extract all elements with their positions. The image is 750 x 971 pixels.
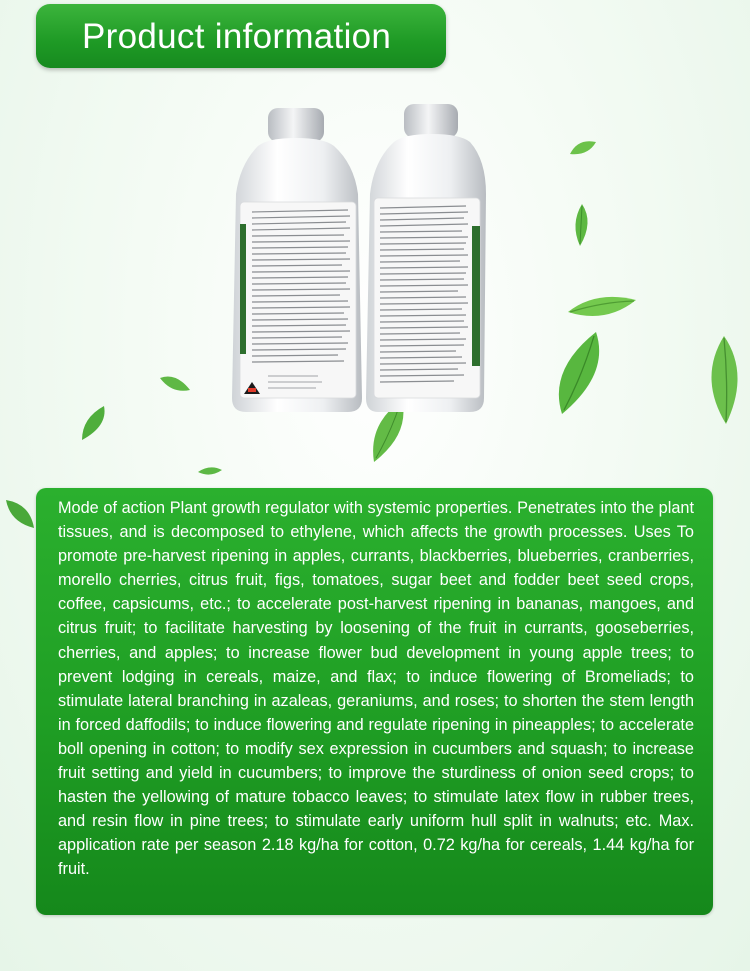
leaf-icon: [78, 404, 108, 442]
description-box: [36, 488, 713, 915]
leaf-icon: [552, 330, 606, 416]
product-photo: [228, 94, 486, 430]
leaf-icon: [566, 290, 638, 324]
leaf-icon: [158, 372, 192, 394]
page-title: Product information: [82, 17, 392, 56]
leaf-icon: [570, 202, 594, 248]
leaf-icon: [4, 496, 36, 530]
leaf-icon: [700, 334, 748, 426]
leaf-icon: [568, 138, 598, 158]
bottle-right: [366, 104, 486, 412]
leaf-icon: [196, 464, 224, 478]
bottle-left: [232, 108, 362, 412]
title-banner: [36, 4, 446, 68]
product-description: Mode of action Plant growth regulator with systemic properties. Penetrates into the plant tissues, and is decomposed to ethylene, which affects the growth processes. Uses To promote pre-harvest ripening in apples, currants, blackberries, blueberries, cranberries, morello cherries, citrus fruit, figs, tomatoes, sugar beet and fodder beet seed crops, coffee, capsicums, etc.; to accelerate post-harvest ripening in bananas, mangoes, and citrus fruit; to facilitate harvesting by loosening of the fruit in currants, gooseberries, cherries, and apples; to increase flower bud development in young apple trees; to prevent lodging in cereals, maize, and flax; to induce flowering of Bromeliads; to stimulate lateral branching in azaleas, geraniums, and roses; to shorten the stem length in forced daffodils; to induce flowering and regulate ripening in pineapples; to accelerate boll opening in cotton; to modify sex expression in cucumbers and squash; to increase fruit setting and yield in cucumbers; to improve the sturdiness of onion seed crops; to hasten the yellowing of mature tobacco leaves; to stimulate latex flow in rubber trees, and resin flow in pine trees; to stimulate early uniform hull split in walnuts; etc. Max. application rate per season 2.18 kg/ha for cotton, 0.72 kg/ha for cereals, 1.44 kg/ha for fruit.: [58, 499, 694, 879]
